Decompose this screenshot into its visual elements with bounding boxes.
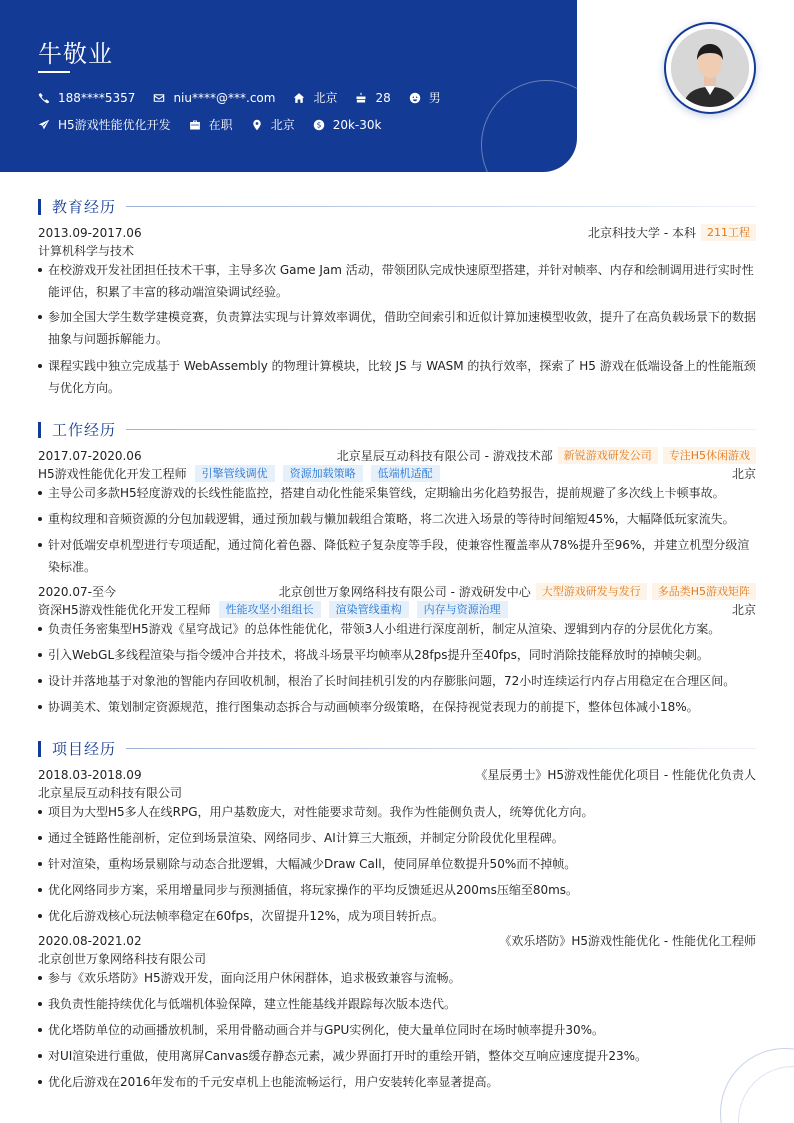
project-bullet: 优化网络同步方案，采用增量同步与预测插值，将玩家操作的平均反馈延迟从200ms压缩至80ms。 (38, 879, 756, 901)
education-header-row (38, 224, 756, 241)
project-date: 2020.08-2021.02 (38, 933, 142, 948)
education-tag: 211工程 (701, 224, 756, 241)
skill-tag: 渲染管线重构 (329, 601, 409, 618)
education-major: 计算机科学与技术 (38, 244, 135, 258)
company-tag: 新锐游戏研发公司 (558, 447, 658, 464)
email-item (153, 91, 275, 105)
avatar (671, 29, 749, 107)
education-bullet: 在校游戏开发社团担任技术干事，主导多次 Game Jam 活动，带领团队完成快速原型搭建，并针对帧率、内存和绘制调用进行实时性能评估，积累了丰富的移动端渲染调试经验。 (38, 259, 756, 303)
job-date: 2020.07-至今 (38, 585, 116, 599)
project-company-row (38, 950, 756, 967)
company-tag: 专注H5休闲游戏 (663, 447, 756, 464)
send-icon (38, 119, 50, 131)
project-name-role: 《星辰勇士》H5游戏性能优化项目 - 性能优化负责人 (475, 768, 756, 782)
header-banner (0, 0, 577, 172)
gender-item (409, 89, 441, 106)
contact-row (38, 89, 459, 106)
project-bullet: 针对渲染，重构场景剔除与动态合批逻辑，大幅减少Draw Call，使同屏单位数提升50%而不掉帧。 (38, 853, 756, 875)
email-icon (153, 92, 165, 104)
project-company: 北京星辰互动科技有限公司 (38, 786, 183, 800)
section-title-text: 工作经历 (52, 421, 117, 439)
job-bullet: 针对低端安卓机型进行专项适配，通过简化着色器、降低粒子复杂度等手段，使兼容性覆盖率从78%提升至96%，并建立机型分级渲染标准。 (38, 534, 756, 578)
job-header-row (38, 583, 756, 600)
project-bullet: 我负责性能持续优化与低端机体验保障，建立性能基线并跟踪每次版本迭代。 (38, 993, 756, 1015)
project-bullet: 项目为大型H5多人在线RPG，用户基数庞大，对性能要求苛刻。我作为性能侧负责人，统筹优化方向。 (38, 801, 756, 823)
education-date: 2013.09-2017.06 (38, 225, 142, 240)
age-text: 28 (375, 90, 391, 105)
section-title-text: 项目经历 (52, 740, 117, 758)
map-pin-icon (251, 119, 263, 131)
job-bullet: 引入WebGL多线程渲染与指令缓冲合并技术，将战斗场景平均帧率从28fps提升至40fps，同时消除技能释放时的掉帧尖刺。 (38, 644, 756, 666)
projects-section-title (38, 738, 756, 759)
job-company: 北京创世万象网络科技有限公司 - 游戏研发中心 (278, 585, 531, 599)
job-header-row (38, 447, 756, 464)
target-job-item (38, 116, 171, 133)
decorative-circle (481, 80, 577, 172)
job-bullet: 协调美术、策划制定资源规范，推行图集动态拆合与动画帧率分级策略，在保持视觉表现力的前提下，整体包体减小18%。 (38, 696, 756, 718)
briefcase-icon (189, 119, 201, 131)
money-icon (313, 119, 325, 131)
job-position: 资深H5游戏性能优化开发工程师 (38, 603, 211, 617)
skill-tag: 内存与资源治理 (417, 601, 508, 618)
gender-text: 男 (428, 91, 441, 105)
salary-text: 20k-30k (332, 117, 382, 132)
candidate-name: 牛敬业 (38, 40, 113, 68)
section-divider (126, 748, 756, 749)
job-position: H5游戏性能优化开发工程师 (38, 467, 187, 481)
name-underline (38, 71, 70, 73)
section-bar (38, 422, 41, 438)
section-bar (38, 741, 41, 757)
skill-tag: 引擎管线调优 (195, 465, 275, 482)
skill-tag: 资源加载策略 (283, 465, 363, 482)
section-divider (126, 429, 756, 430)
education-bullet: 课程实践中独立完成基于 WebAssembly 的物理计算模块，比较 JS 与 WASM 的执行效率，探索了 H5 游戏在低端设备上的性能瓶颈与优化方向。 (38, 355, 756, 399)
job-bullet: 主导公司多款H5轻度游戏的长线性能监控，搭建自动化性能采集管线，定期输出劣化趋势报告，提前规避了多次线上卡顿事故。 (38, 482, 756, 504)
cake-icon (355, 92, 367, 104)
education-section-title (38, 196, 756, 217)
company-tag: 多品类H5游戏矩阵 (652, 583, 756, 600)
job-bullet: 负责任务密集型H5游戏《星穹战记》的总体性能优化，带领3人小组进行深度剖析，制定从渲染、逻辑到内存的分层优化方案。 (38, 618, 756, 640)
project-header-row (38, 766, 756, 783)
education-bullet: 参加全国大学生数学建模竞赛，负责算法实现与计算效率调优，借助空间索引和近似计算加速模型收敛，提升了在高负载场景下的数据抽象与问题拆解能力。 (38, 306, 756, 350)
target-city-item (251, 116, 295, 133)
section-divider (126, 206, 756, 207)
location-item (293, 89, 337, 106)
project-company: 北京创世万象网络科技有限公司 (38, 952, 207, 966)
education-major-row (38, 242, 756, 259)
status-text: 在职 (208, 118, 233, 132)
job-bullet: 重构纹理和音频资源的分包加载逻辑，通过预加载与懒加载组合策略，将二次进入场景的等待时间缩短45%，大幅降低玩家流失。 (38, 508, 756, 530)
project-header-row (38, 932, 756, 949)
project-company-row (38, 784, 756, 801)
svg-text:$: $ (316, 120, 322, 130)
project-bullet: 对UI渲染进行重做，使用离屏Canvas缓存静态元素，减少界面打开时的重绘开销，整体交互响应速度提升23%。 (38, 1045, 756, 1067)
section-title-text: 教育经历 (52, 198, 117, 216)
age-item (355, 91, 390, 105)
phone-item (38, 91, 135, 105)
location-text: 北京 (313, 91, 338, 105)
job-city: 北京 (731, 603, 756, 617)
gender-icon (409, 92, 421, 104)
project-bullet: 通过全链路性能剖析，定位到场景渲染、网络同步、AI计算三大瓶颈，并制定分阶段优化里程碑。 (38, 827, 756, 849)
project-name-role: 《欢乐塔防》H5游戏性能优化 - 性能优化工程师 (499, 934, 756, 948)
section-bar (38, 199, 41, 215)
phone-icon (38, 92, 50, 104)
target-job-text: H5游戏性能优化开发 (58, 118, 171, 132)
home-icon (293, 92, 305, 104)
company-tag: 大型游戏研发与发行 (536, 583, 647, 600)
project-bullet: 参与《欢乐塔防》H5游戏开发，面向泛用户休闲群体，追求极致兼容与流畅。 (38, 967, 756, 989)
target-city-text: 北京 (270, 118, 295, 132)
job-date: 2017.07-2020.06 (38, 448, 142, 463)
job-position-row (38, 465, 756, 482)
project-date: 2018.03-2018.09 (38, 767, 142, 782)
job-company: 北京星辰互动科技有限公司 - 游戏技术部 (336, 449, 553, 463)
skill-tag: 低端机适配 (371, 465, 440, 482)
job-position-row (38, 601, 756, 618)
project-bullet: 优化后游戏核心玩法帧率稳定在60fps，次留提升12%，成为项目转折点。 (38, 905, 756, 927)
status-item (189, 116, 233, 133)
project-bullet: 优化后游戏在2016年发布的千元安卓机上也能流畅运行，用户安装转化率显著提高。 (38, 1071, 756, 1093)
work-section-title (38, 419, 756, 440)
job-intent-row (38, 116, 399, 133)
salary-item (313, 118, 382, 132)
job-bullet: 设计并落地基于对象池的智能内存回收机制，根治了长时间挂机引发的内存膨胀问题，72小时连续运行内存占用稳定在合理区间。 (38, 670, 756, 692)
education-school: 北京科技大学 - 本科 (588, 226, 696, 240)
skill-tag: 性能攻坚小组组长 (219, 601, 321, 618)
email-text: niu****@***.com (173, 90, 276, 105)
project-bullet: 优化塔防单位的动画播放机制，采用骨骼动画合并与GPU实例化，使大量单位同时在场时帧率提升30%。 (38, 1019, 756, 1041)
phone-text: 188****5357 (58, 90, 136, 105)
avatar-frame (664, 22, 756, 114)
job-city: 北京 (731, 467, 756, 481)
